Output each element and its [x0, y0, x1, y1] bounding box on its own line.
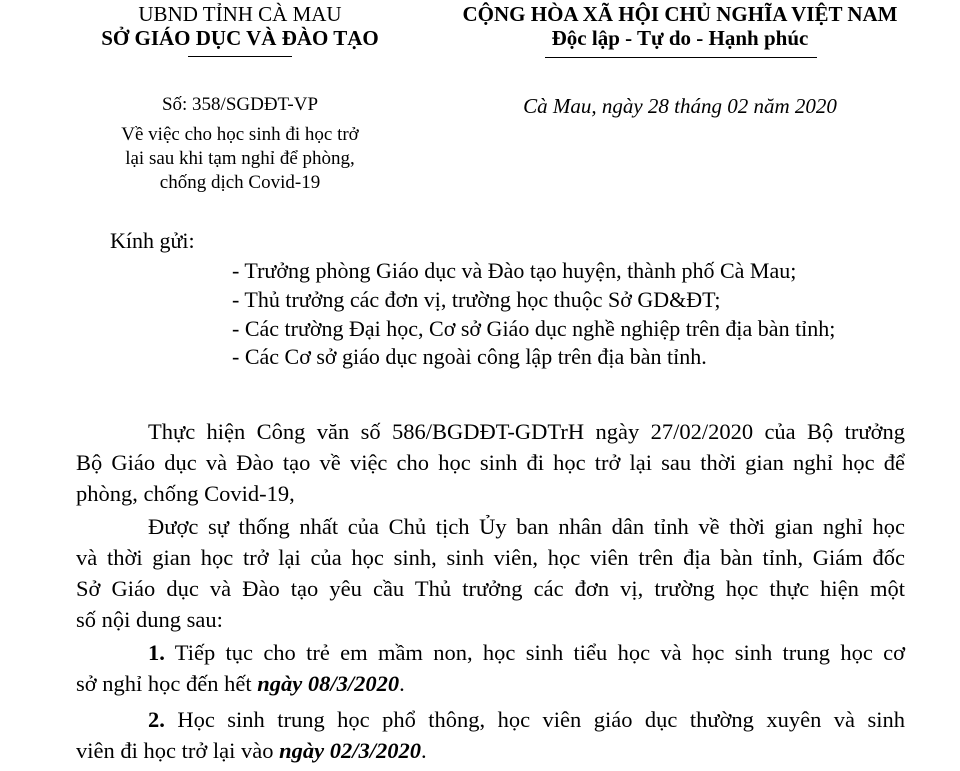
recipient-item: - Các trường Đại học, Cơ sở Giáo dục nghề nghiệp trên địa bàn tỉnh; [232, 316, 836, 341]
item-line [76, 668, 905, 699]
subject-line: Về việc cho học sinh đi học trở [121, 124, 359, 145]
paragraph-line: Bộ Giáo dục và Đào tạo về việc cho học sinh đi học trở lại sau thời gian nghỉ học để [76, 450, 905, 475]
paragraph-line: Thực hiện Công văn số 586/BGDĐT-GDTrH ngày 27/02/2020 của Bộ trưởng [148, 419, 905, 444]
document-subject [70, 123, 410, 195]
document-date: Cà Mau, ngày 28 tháng 02 năm 2020 [523, 94, 837, 118]
body-item-1 [76, 637, 905, 699]
item-line [76, 735, 905, 766]
item-line [76, 704, 905, 735]
paragraph-line: và thời gian học trở lại của học sinh, sinh viên, học viên trên địa bàn tỉnh, Giám đốc [76, 545, 905, 570]
greeting: Kính gửi: [110, 228, 195, 253]
paragraph-line: số nội dung sau: [76, 607, 223, 632]
item-number: 2. [148, 707, 165, 732]
item-text: . [399, 671, 405, 696]
subject-line: chống dịch Covid-19 [159, 172, 321, 193]
recipient-item: - Trưởng phòng Giáo dục và Đào tạo huyện, thành phố Cà Mau; [232, 258, 797, 283]
body-item-2 [76, 704, 905, 766]
subject-line: lại sau khi tạm nghỉ để phòng, [125, 148, 355, 169]
motto-underline [545, 57, 817, 58]
issuing-agency: UBND TỈNH CÀ MAU [138, 2, 342, 26]
national-motto: Độc lập - Tự do - Hạnh phúc [551, 26, 809, 50]
issuing-department: SỞ GIÁO DỤC VÀ ĐÀO TẠO [101, 26, 379, 50]
item-date-emphasis: ngày 02/3/2020 [279, 738, 421, 763]
body-paragraph-1 [76, 416, 905, 509]
national-title: CỘNG HÒA XÃ HỘI CHỦ NGHĨA VIỆT NAM [462, 2, 898, 26]
item-text: sở nghỉ học đến hết [76, 671, 258, 696]
item-date-emphasis: ngày 08/3/2020 [257, 671, 400, 696]
recipient-item: - Thủ trưởng các đơn vị, trường học thuộc Sở GD&ĐT; [232, 287, 721, 312]
paragraph-line: Sở Giáo dục và Đào tạo yêu cầu Thủ trưởng các đơn vị, trường học thực hiện một [76, 576, 905, 601]
document-number: Số: 358/SGDĐT-VP [161, 94, 319, 115]
item-line [76, 637, 905, 668]
item-text: . [420, 738, 427, 763]
item-text: viên đi học trở lại vào [76, 738, 280, 763]
recipient-item: - Các Cơ sở giáo dục ngoài công lập trên địa bàn tỉnh. [232, 344, 707, 369]
paragraph-line: Được sự thống nhất của Chủ tịch Ủy ban nhân dân tỉnh về thời gian nghỉ học [148, 514, 905, 539]
department-underline [188, 56, 292, 57]
item-number: 1. [148, 640, 165, 665]
item-text: Học sinh trung học phổ thông, học viên giáo dục thường xuyên và sinh [164, 707, 905, 732]
item-text: Tiếp tục cho trẻ em mầm non, học sinh tiểu học và học sinh trung học cơ [164, 640, 905, 665]
body-paragraph-2 [76, 511, 905, 635]
paragraph-line: phòng, chống Covid-19, [76, 481, 295, 506]
